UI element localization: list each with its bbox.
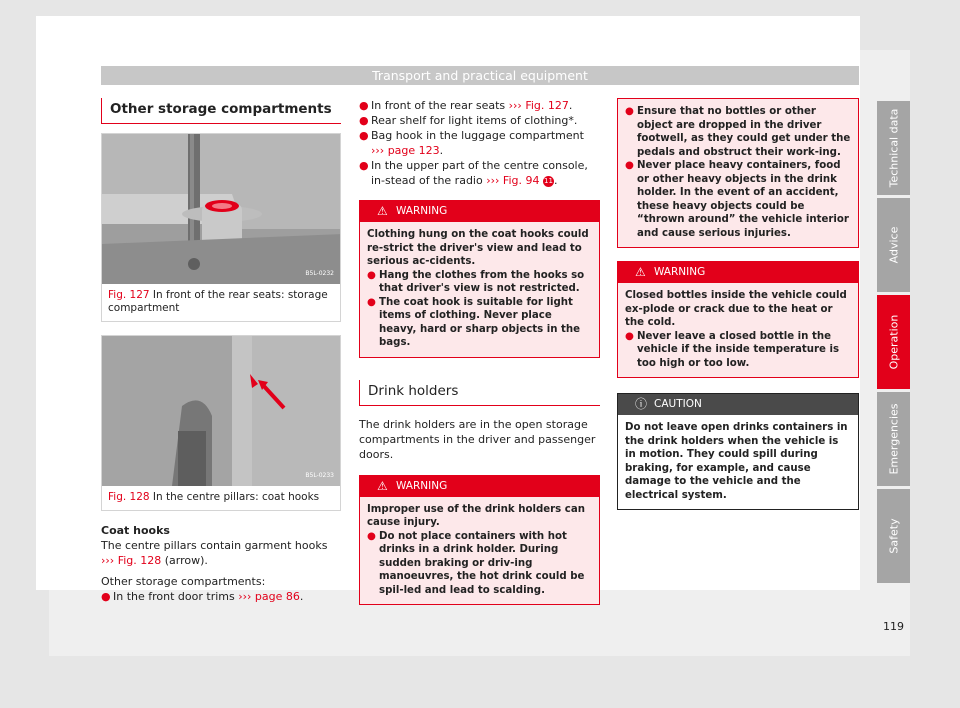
caution-label: CAUTION xyxy=(654,398,702,410)
list-item-text: The coat hook is suitable for light items of clothing. Never place heavy, hard or sharp objects in the bags. xyxy=(379,296,581,348)
bullet-icon: ● xyxy=(367,296,376,308)
list-item-text: In front of the rear seats xyxy=(371,99,506,112)
tab-label: Operation xyxy=(887,314,900,370)
paragraph-text: (arrow). xyxy=(164,554,208,567)
cross-reference-link[interactable]: ››› page 86 xyxy=(238,590,300,603)
warning-label: WARNING xyxy=(396,479,448,492)
subheading: Other storage compartments: xyxy=(101,575,266,588)
warning-header xyxy=(360,476,599,497)
figure-127 xyxy=(101,133,341,322)
figure-number: Fig. 128 xyxy=(108,491,150,503)
info-circle-icon: ⓘ xyxy=(635,397,648,411)
tab-operation[interactable] xyxy=(877,295,910,389)
list-item-text: . xyxy=(553,174,558,187)
list-item xyxy=(359,98,600,113)
body-paragraph xyxy=(101,538,341,568)
figure-code: B5L-0233 xyxy=(305,472,334,479)
figure-code: B5L-0232 xyxy=(305,270,334,277)
bullet-icon: ● xyxy=(367,530,376,542)
figure-127-image xyxy=(102,134,340,284)
warning-body xyxy=(360,497,599,605)
cross-reference-link[interactable]: ››› Fig. 127 xyxy=(508,99,569,112)
subheading: Coat hooks xyxy=(101,524,170,537)
list-item xyxy=(101,589,341,604)
list-item xyxy=(625,159,851,240)
paragraph-text: The centre pillars contain garment hooks xyxy=(101,539,328,552)
warning-intro: Clothing hung on the coat hooks could re-strict the driver's view and lead to serious ac-cidents. xyxy=(367,229,589,267)
tab-emergencies[interactable] xyxy=(877,392,910,486)
figure-number: Fig. 127 xyxy=(108,289,150,301)
tab-label: Emergencies xyxy=(887,403,900,475)
warning-box xyxy=(359,475,600,606)
list-item xyxy=(359,128,600,158)
page-number: 119 xyxy=(883,620,904,633)
list-item-text: Rear shelf for light items of clothing*. xyxy=(371,114,578,127)
warning-intro: Improper use of the drink holders can cause injury. xyxy=(367,503,585,528)
warning-header xyxy=(618,262,858,283)
list-item-text: Hang the clothes from the hooks so that driver's view is not restricted. xyxy=(379,269,585,294)
tab-safety[interactable] xyxy=(877,489,910,583)
warning-body xyxy=(618,99,858,247)
storage-compartment-illustration xyxy=(102,134,340,284)
list-item xyxy=(625,330,851,371)
callout-number-badge: 11 xyxy=(544,176,553,185)
warning-label: WARNING xyxy=(654,266,706,278)
figure-128-image xyxy=(102,336,340,486)
cross-reference-link[interactable]: ››› Fig. 128 xyxy=(101,554,162,567)
tab-label: Safety xyxy=(887,518,900,554)
list-item-text: . xyxy=(568,99,573,112)
figure-128 xyxy=(101,335,341,511)
cross-reference-link[interactable]: ››› Fig. 94 xyxy=(486,174,540,187)
warning-triangle-icon: ⚠ xyxy=(635,265,646,279)
bullet-icon: ● xyxy=(625,160,634,171)
warning-body xyxy=(360,222,599,357)
list-item-text: Ensure that no bottles or other object are dropped in the driver footwell, as they could get under the pedals and obstruct their work-ing. xyxy=(637,106,851,158)
warning-header xyxy=(360,201,599,222)
bullet-icon: ● xyxy=(359,159,369,172)
bullet-icon: ● xyxy=(359,129,369,142)
list-item-text: Do not place containers with hot drinks in a drink holder. During sudden braking or driv-ing manoeuvres, the hot drink could be spil-led and lead to scalding. xyxy=(379,530,585,596)
list-item xyxy=(625,105,851,159)
section-title: Other storage compartments xyxy=(101,98,341,124)
tab-advice[interactable] xyxy=(877,198,910,292)
list-item-text: In the front door trims xyxy=(113,590,235,603)
warning-box xyxy=(359,200,600,358)
list-item-text: . xyxy=(439,144,444,157)
warning-triangle-icon: ⚠ xyxy=(377,478,388,493)
warning-label: WARNING xyxy=(396,205,448,217)
caption-text: In the centre pillars: coat hooks xyxy=(152,491,320,503)
column-right xyxy=(617,98,859,510)
bullet-icon: ● xyxy=(101,590,111,603)
body-paragraph: The drink holders are in the open storage compartments in the driver and passenger doors. xyxy=(359,417,596,461)
list-item-text: Never leave a closed bottle in the vehicle if the inside temperature is too high or too low. xyxy=(637,330,840,369)
list-item xyxy=(367,269,592,296)
coat-hook-illustration xyxy=(102,336,340,486)
bullet-icon: ● xyxy=(359,114,369,127)
tab-technical-data[interactable] xyxy=(877,101,910,195)
list-item xyxy=(367,296,592,350)
chapter-header: Transport and practical equipment xyxy=(101,66,859,85)
figure-caption xyxy=(102,486,340,510)
warning-triangle-icon: ⚠ xyxy=(377,204,388,218)
caption-text: In front of the rear seats: storage compartment xyxy=(108,289,328,314)
figure-caption xyxy=(102,284,340,321)
section-title: Drink holders xyxy=(359,380,600,406)
column-middle xyxy=(359,98,600,605)
warning-box-continued xyxy=(617,98,859,248)
column-left xyxy=(101,98,341,604)
tab-label: Advice xyxy=(887,226,900,264)
list-item-text: Bag hook in the luggage compartment xyxy=(371,129,584,142)
cross-reference-link[interactable]: ››› page 123 xyxy=(371,144,440,157)
caution-box xyxy=(617,393,859,510)
list-item xyxy=(359,158,600,188)
bullet-icon: ● xyxy=(625,106,634,117)
coat-hooks-section xyxy=(101,523,341,604)
warning-box xyxy=(617,261,859,378)
bullet-icon: ● xyxy=(359,99,369,112)
caution-body: Do not leave open drinks containers in the drink holders when the vehicle is in motion. They could spill during braking, for example, and cause damage to the vehicle and the electrical system. xyxy=(618,415,858,509)
warning-body xyxy=(618,283,858,377)
list-item-text: . xyxy=(299,590,304,603)
bullet-icon: ● xyxy=(625,330,634,342)
list-item xyxy=(359,113,600,128)
list-item xyxy=(367,530,592,598)
warning-intro: Closed bottles inside the vehicle could ex-plode or crack due to the heat or the cold. xyxy=(625,290,847,328)
caution-header xyxy=(618,394,858,415)
list-item-text: Never place heavy containers, food or other heavy objects in the drink holder. In the event of an accident, these heavy objects could be “thrown around” the vehicle interior and cause serious injuries. xyxy=(637,160,849,239)
list-item-text: In the upper part of the centre console, in-stead of the radio xyxy=(371,159,588,187)
bullet-icon: ● xyxy=(367,269,376,281)
tab-label: Technical data xyxy=(887,108,900,188)
